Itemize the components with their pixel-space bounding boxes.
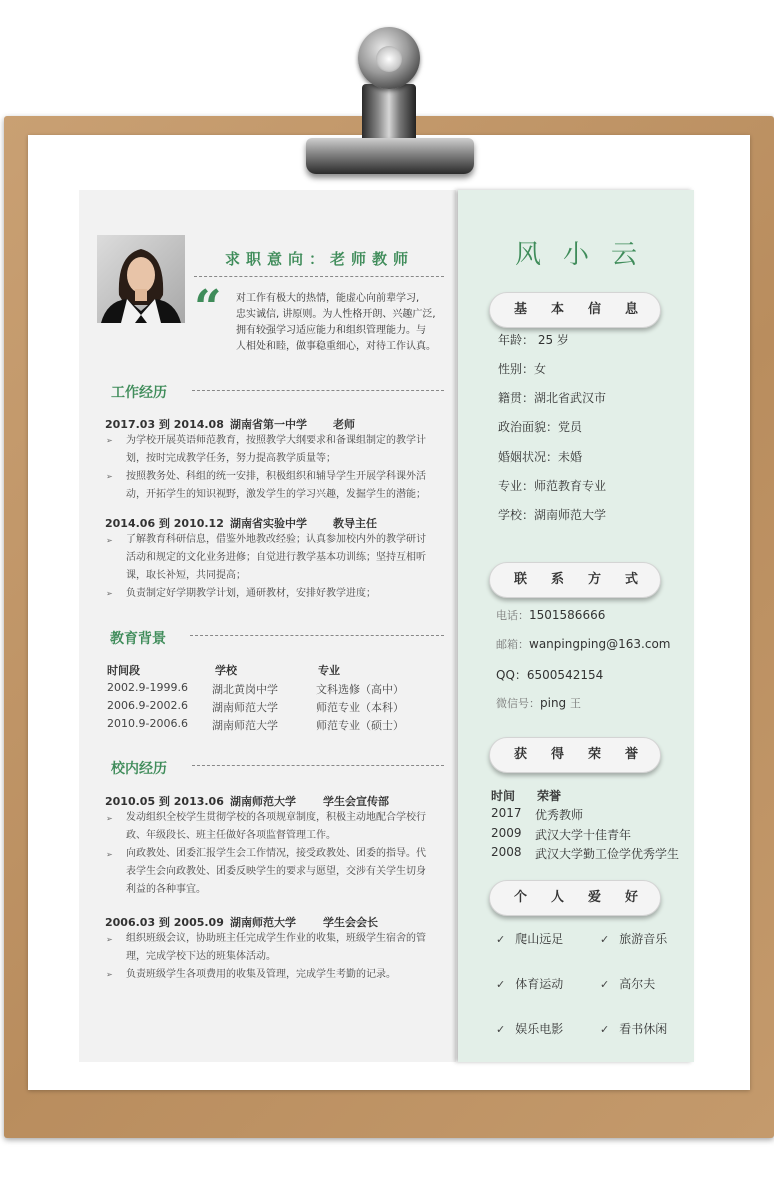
arrow-icon: ➢ [106, 472, 113, 481]
quote-icon: “ [194, 280, 222, 336]
hobby-item [600, 1020, 667, 1037]
arrow-icon: ➢ [106, 814, 113, 823]
arrow-icon: ➢ [106, 589, 113, 598]
clip-ring-hole [376, 46, 402, 72]
check-icon: ✓ [496, 1023, 506, 1036]
hobby-item [496, 1020, 563, 1037]
bullet-text: 表学生会向政教处、团委反映学生的要求与愿望，交涉有关学生切身 [126, 866, 426, 877]
bullet-text: 向政教处、团委汇报学生会工作情况，接受政教处、团委的指导。代 [126, 848, 426, 859]
section-title-campus: 校内经历 [111, 761, 167, 777]
info-item: 专业：师范教育专业 [498, 479, 607, 493]
info-item: 籍贯：湖北省武汉市 [498, 391, 607, 405]
arrow-icon: ➢ [106, 850, 113, 859]
section-title-education: 教育背景 [110, 631, 166, 647]
clip-neck [362, 84, 416, 144]
section-title-work: 工作经历 [111, 385, 167, 401]
edu-header: 学校 [215, 664, 237, 677]
info-item: 政治面貌：党员 [498, 420, 583, 434]
contact-phone [496, 607, 605, 623]
info-item: 学校：湖南师范大学 [498, 508, 607, 522]
work-role: 教导主任 [333, 517, 377, 530]
bullet-text: 按照教务处、科组的统一安排，积极组织和辅导学生开展学科课外活 [126, 471, 426, 482]
wechat-value: ping [540, 696, 567, 710]
edu-cell: 师范专业（本科） [316, 701, 404, 714]
arrow-icon: ➢ [106, 935, 113, 944]
wechat-suffix: 王 [570, 697, 582, 710]
info-item: 性别：女 [498, 362, 547, 376]
divider [190, 635, 444, 636]
bullet-text: 为学校开展英语师范教育，按照教学大纲要求和备课组制定的教学计 [126, 435, 426, 446]
check-icon: ✓ [600, 1023, 610, 1036]
divider [192, 390, 444, 391]
bullet-text: 理，完成学校下达的班集体活动。 [126, 951, 276, 962]
bullet-text: 了解教育科研信息，借鉴外地教改经验；认真参加校内外的教学研讨 [126, 534, 426, 545]
work-period: 2014.06 到 2010.12 [105, 517, 224, 530]
honor-name: 武汉大学勤工俭学优秀学生 [535, 847, 680, 861]
bullet-text: 动，开拓学生的知识视野，激发学生的学习兴趣，发掘学生的潜能； [126, 489, 426, 500]
hobby-item [600, 975, 655, 992]
honor-header: 荣誉 [537, 789, 562, 803]
honor-name: 武汉大学十佳青年 [535, 828, 632, 842]
work-period: 2017.03 到 2014.08 [105, 418, 224, 431]
edu-cell: 湖北黄岗中学 [212, 683, 278, 696]
hobby-label: 体育运动 [515, 977, 564, 991]
campus-role: 学生会会长 [323, 916, 378, 929]
bullet-text: 发动组织全校学生贯彻学校的各项规章制度，积极主动地配合学校行 [126, 812, 426, 823]
edu-cell: 湖南师范大学 [212, 701, 278, 714]
edu-cell: 2010.9-2006.6 [107, 717, 188, 730]
divider [194, 276, 444, 277]
bullet-text: 政、年级段长、班主任做好各项监督管理工作。 [126, 830, 336, 841]
bullet-text: 负责制定好学期教学计划，通研教材，安排好教学进度； [126, 588, 376, 599]
bullet-text: 课，取长补短，共同提高； [126, 570, 246, 581]
contact-wechat [496, 695, 581, 711]
campus-period: 2006.03 到 2005.09 [105, 916, 224, 929]
pill-contact: 联系方式 [489, 562, 661, 598]
bullet-text: 划，按时完成教学任务，努力提高教学质量等； [126, 453, 336, 464]
pill-hobbies: 个人爱好 [489, 880, 661, 916]
hobby-label: 旅游音乐 [619, 932, 668, 946]
edu-cell: 湖南师范大学 [212, 719, 278, 732]
hobby-item [600, 930, 667, 947]
candidate-name: 风小云 [514, 240, 659, 270]
campus-org: 湖南师范大学 [230, 795, 296, 808]
hobby-item [496, 930, 563, 947]
intro-line: 人相处和睦，做事稳重细心，对待工作认真。 [236, 341, 436, 352]
campus-period: 2010.05 到 2013.06 [105, 795, 224, 808]
pill-honors: 获得荣誉 [489, 737, 661, 773]
phone-label: 电话： [496, 609, 529, 622]
work-role: 老师 [333, 418, 355, 431]
contact-qq: QQ：6500542154 [496, 668, 604, 682]
edu-header: 专业 [318, 664, 340, 677]
phone-value: 1501586666 [529, 608, 606, 622]
honor-year: 2008 [491, 845, 522, 859]
edu-header: 时间段 [107, 664, 140, 677]
honor-name: 优秀教师 [535, 808, 584, 822]
hobby-label: 娱乐电影 [515, 1022, 564, 1036]
wechat-label: 微信号： [496, 697, 540, 710]
edu-cell: 2002.9-1999.6 [107, 681, 188, 694]
bullet-text: 负责班级学生各项费用的收集及管理，完成学生考勤的记录。 [126, 969, 396, 980]
hobby-label: 爬山远足 [515, 932, 564, 946]
divider [192, 765, 444, 766]
check-icon: ✓ [496, 978, 506, 991]
honor-header: 时间 [491, 789, 516, 803]
campus-org: 湖南师范大学 [230, 916, 296, 929]
edu-cell: 2006.9-2002.6 [107, 699, 188, 712]
arrow-icon: ➢ [106, 970, 113, 979]
arrow-icon: ➢ [106, 436, 113, 445]
binder-clip [306, 138, 474, 174]
edu-cell: 师范专业（硕士） [316, 719, 404, 732]
bullet-text: 利益的各种事宜。 [126, 884, 206, 895]
profile-photo [97, 235, 185, 323]
intro-line: 忠实诚信, 讲原则。为人性格开朗、兴趣广泛, [236, 309, 436, 320]
arrow-icon: ➢ [106, 536, 113, 545]
bullet-text: 活动和规定的文化业务进修；自觉进行教学基本功训练；坚持互相听 [126, 552, 426, 563]
check-icon: ✓ [496, 933, 506, 946]
contact-email [496, 636, 670, 652]
honor-year: 2009 [491, 826, 522, 840]
job-objective: 求职意向：老师教师 [225, 250, 415, 268]
hobby-item [496, 975, 563, 992]
work-org: 湖南省第一中学 [230, 418, 307, 431]
info-item: 婚姻状况：未婚 [498, 450, 583, 464]
info-item: 年龄： 25 岁 [498, 333, 569, 347]
work-org: 湖南省实验中学 [230, 517, 307, 530]
intro-line: 对工作有极大的热情，能虚心向前辈学习, [236, 293, 420, 304]
honor-year: 2017 [491, 806, 522, 820]
edu-cell: 文科选修（高中） [316, 683, 404, 696]
email-label: 邮箱： [496, 638, 529, 651]
campus-role: 学生会宣传部 [323, 795, 389, 808]
check-icon: ✓ [600, 978, 610, 991]
check-icon: ✓ [600, 933, 610, 946]
intro-line: 拥有较强学习适应能力和组织管理能力。与 [236, 325, 426, 336]
hobby-label: 看书休闲 [619, 1022, 668, 1036]
hobby-label: 高尔夫 [619, 977, 656, 991]
bullet-text: 组织班级会议，协助班主任完成学生作业的收集，班级学生宿舍的管 [126, 933, 426, 944]
email-value: wanpingping@163.com [529, 637, 671, 651]
pill-basic-info: 基本信息 [489, 292, 661, 328]
